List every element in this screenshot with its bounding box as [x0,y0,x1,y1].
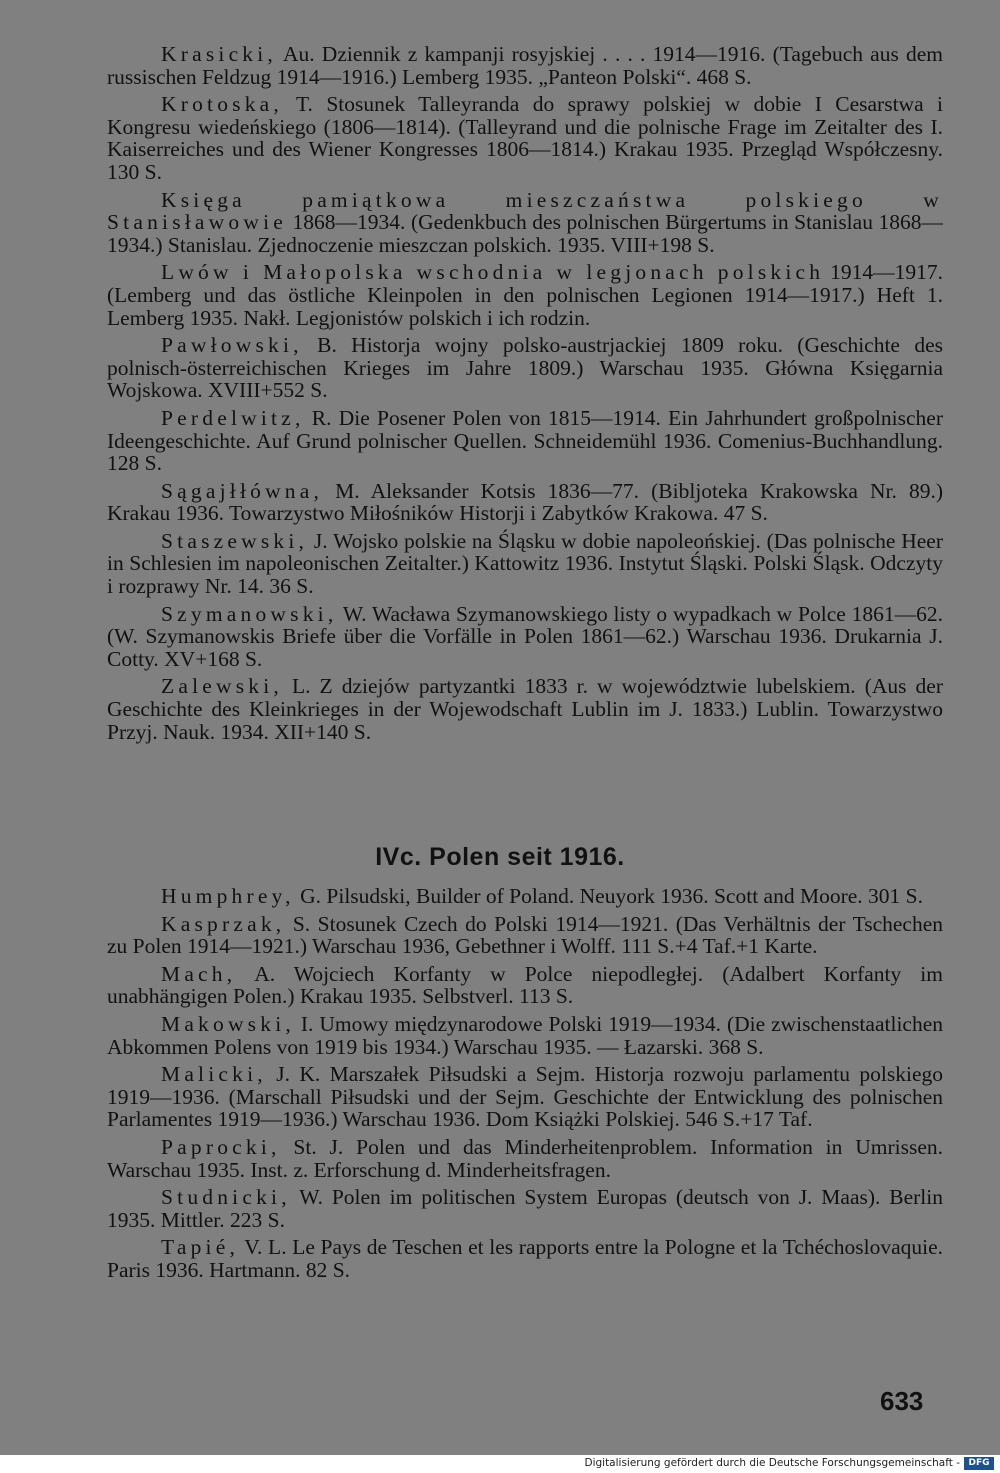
entry-author: Kasprzak, [161,911,286,936]
entry-text: W. Polen im politischen System Europas (deutsch von J. Maas). Berlin 1935. Mittler. 223 S. [107,1185,943,1232]
entry-author: Studnicki, [161,1185,291,1210]
footer-bar [0,1455,1000,1473]
entry-text: B. Historja wojny polsko-austrjackiej 1809 roku. (Geschichte des polnisch-österreichischen Krieges im Jahre 1809.) Warschau 1935. Główna Księgarnia Wojskowa. XVIII+552 S. [107,333,943,403]
footer-credit: Digitalisierung gefördert durch die Deutsche Forschungsgemeinschaft - [584,1457,960,1469]
entry-text: J. Wojsko polskie na Śląsku w dobie napoleońskiej. (Das polnische Heer in Schlesien im napoleonischen Zeitalter.) Kattowitz 1936. Instytut Śląski. Polski Śląsk. Odczyty i rozprawy Nr. 14. 36 S. [107,528,943,599]
bibliography-entry [107,1013,943,1058]
dfg-logo: DFG [964,1457,994,1470]
entry-text: 1868—1934. (Gedenkbuch des polnischen Bürgertums in Stanislau 1868—1934.) Stanislau. Zjednoczenie mieszczan polskich. 1935. VIII+198 S. [107,210,943,257]
bibliography-entry [107,261,943,329]
bibliography-entry [107,913,943,958]
entry-text: St. J. Polen und das Minderheitenproblem. Information in Umrissen. Warschau 1935. Inst. z. Erforschung d. Minderheitsfragen. [107,1134,943,1182]
bibliography-entry [107,480,943,525]
section-heading: IVc. Polen seit 1916. [375,843,625,871]
bibliography-entry [107,1236,943,1281]
entry-author: Krasicki, [161,42,278,66]
bibliography-entry [107,963,943,1008]
entry-author: Lwów i Małopolska wschodnia w legjonach polskich [161,260,825,285]
bibliography-entry [107,189,943,257]
entry-text: 1914—1917. (Lemberg und das östliche Kleinpolen in den polnischen Legionen 1914—1917.) Heft 1. Lemberg 1935. Nakł. Legjonistów polskich i ich rodzin. [107,260,944,330]
entry-author: Malicki, [161,1062,267,1087]
entry-author: Perdelwitz, [161,405,305,430]
bibliography-entry [107,675,943,743]
entry-text: G. Pilsudski, Builder of Poland. Neuyork 1936. Scott and Moore. 301 S. [294,884,923,908]
bibliography-entry [107,1063,943,1131]
bibliography-entry [107,603,943,671]
bibliography-section-1 [107,43,943,748]
page-number: 633 [880,1386,924,1416]
bibliography-entry [107,1186,943,1231]
entry-text: L. Z dziejów partyzantki 1833 r. w województwie lubelskiem. (Aus der Geschichte des Kleinkrieges in der Wojewodschaft Lublin im J. 1833.) Lublin. Towarzystwo Przyj. Nauk. 1934. XII+140 S. [107,674,943,744]
bibliography-section-2 [107,885,943,1287]
entry-text: I. Umowy międzynarodowe Polski 1919—1934. (Die zwischenstaatlichen Abkommen Polens von 1919 bis 1934.) Warschau 1935. — Łazarski. 368 S. [107,1011,943,1059]
entry-author: Szymanowski, [161,601,338,626]
entry-text: J. K. Marszałek Piłsudski a Sejm. Historja rozwoju parlamentu polskiego 1919—1936. (Marschall Piłsudski und der Sejm. Geschichte der Entwicklung des polnischen Parlamentes 1919—1936.) Warschau 1936. Dom Książki Polskiej. 546 S.+17 Taf. [107,1062,943,1132]
entry-text: T. Stosunek Talleyranda do sprawy polskiej w dobie I Cesarstwa i Kongresu wiedeńskiego (1806—1814). (Talleyrand und die polnische Frage im Zeitalter des I. Kaiserreiches und des Wiener Kongresses 1806—1814.) Krakau 1935. Przegląd Współczesny. 130 S. [107,92,943,184]
bibliography-entry [107,334,943,402]
entry-text: A. Wojciech Korfanty w Polce niepodległej. (Adalbert Korfanty im unabhängigen Polen.) Krakau 1935. Selbstverl. 113 S. [107,961,943,1009]
entry-text: V. L. Le Pays de Teschen et les rapports entre la Pologne et la Tchéchoslovaquie. Paris 1936. Hartmann. 82 S. [107,1235,943,1282]
entry-author: Humphrey, [161,884,295,908]
bibliography-entry [107,885,943,908]
entry-author: Księga pamiątkowa mieszczaństwa polskiego w Stanisławowie [107,187,943,235]
entry-author: Tapié, [161,1235,240,1260]
entry-author: Pawłowski, [161,333,303,358]
entry-author: Staszewski, [161,528,309,553]
bibliography-entry [107,407,943,475]
entry-author: Mach, [161,961,237,986]
entry-author: Krotoska, [161,92,283,117]
entry-text: M. Aleksander Kotsis 1836—77. (Bibljoteka Krakowska Nr. 89.) Krakau 1936. Towarzystwo Miłośników Historji i Zabytków Krakowa. 47 S. [107,478,943,526]
entry-text: S. Stosunek Czech do Polski 1914—1921. (Das Verhältnis der Tschechen zu Polen 1914—1921.) Warschau 1936, Gebethner i Wolff. 111 S.+4 Taf.+1 Karte. [107,911,943,959]
entry-author: Paprocki, [161,1134,281,1159]
entry-author: Zalewski, [161,674,283,699]
entry-author: Sągajłłówna, [161,478,324,503]
entry-author: Makowski, [161,1011,295,1036]
entry-text: R. Die Posener Polen von 1815—1914. Ein Jahrhundert großpolnischer Ideengeschichte. Auf Grund polnischer Quellen. Schneidemühl 1936. Comenius-Buchhandlung. 128 S. [107,405,943,476]
bibliography-entry [107,93,943,183]
entry-text: W. Wacława Szymanowskiego listy o wypadkach w Polce 1861—62. (W. Szymanowskis Briefe über die Vorfälle in Polen 1861—62.) Warschau 1936. Drukarnia J. Cotty. XV+168 S. [107,601,943,671]
bibliography-entry [107,1136,943,1181]
bibliography-entry [107,43,943,88]
bibliography-entry [107,530,943,598]
entry-text: Au. Dziennik z kampanji rosyjskiej . . . . 1914—1916. (Tagebuch aus dem russischen Feldzug 1914—1916.) Lemberg 1935. „Panteon Polski“. 468 S. [107,42,943,89]
